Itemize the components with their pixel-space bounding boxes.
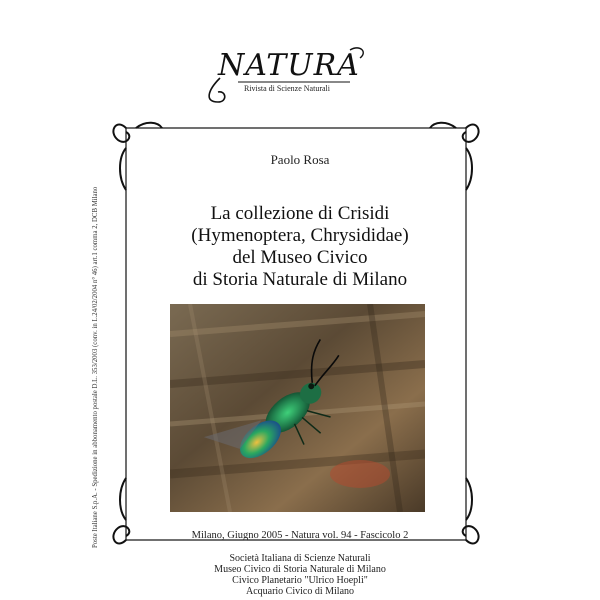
journal-subtitle: Rivista di Scienze Naturali: [244, 84, 330, 93]
cover-photo: [170, 304, 425, 512]
issue-info: Milano, Giugno 2005 - Natura vol. 94 - Fascicolo 2: [191, 530, 409, 541]
journal-logo: [200, 40, 370, 110]
wasp-photo-illustration: [170, 304, 425, 512]
institution-line: Acquario Civico di Milano: [245, 586, 355, 597]
institutions-list: [0, 553, 600, 597]
institution-line: Società Italiana di Scienze Naturali: [229, 553, 371, 564]
institution-line: Civico Planetario "Ulrico Hoepli": [232, 575, 368, 586]
institution-line: Museo Civico di Storia Naturale di Milano: [214, 564, 386, 575]
postal-notice: Poste Italiane S.p.A. - Spedizione in abbonamento postale D.L. 353/2003 (conv. in L.24/02/2004 n° 46) art.1 comma 2, DCB Milano: [92, 186, 99, 548]
title-line: La collezione di Crisidi: [210, 203, 390, 224]
title-line: del Museo Civico: [232, 247, 368, 268]
journal-name: NATURA: [218, 48, 360, 83]
article-title: [150, 203, 450, 291]
author-name: Paolo Rosa: [270, 152, 330, 167]
title-line: (Hymenoptera, Chrysididae): [191, 225, 409, 246]
title-line: di Storia Naturale di Milano: [192, 269, 408, 290]
